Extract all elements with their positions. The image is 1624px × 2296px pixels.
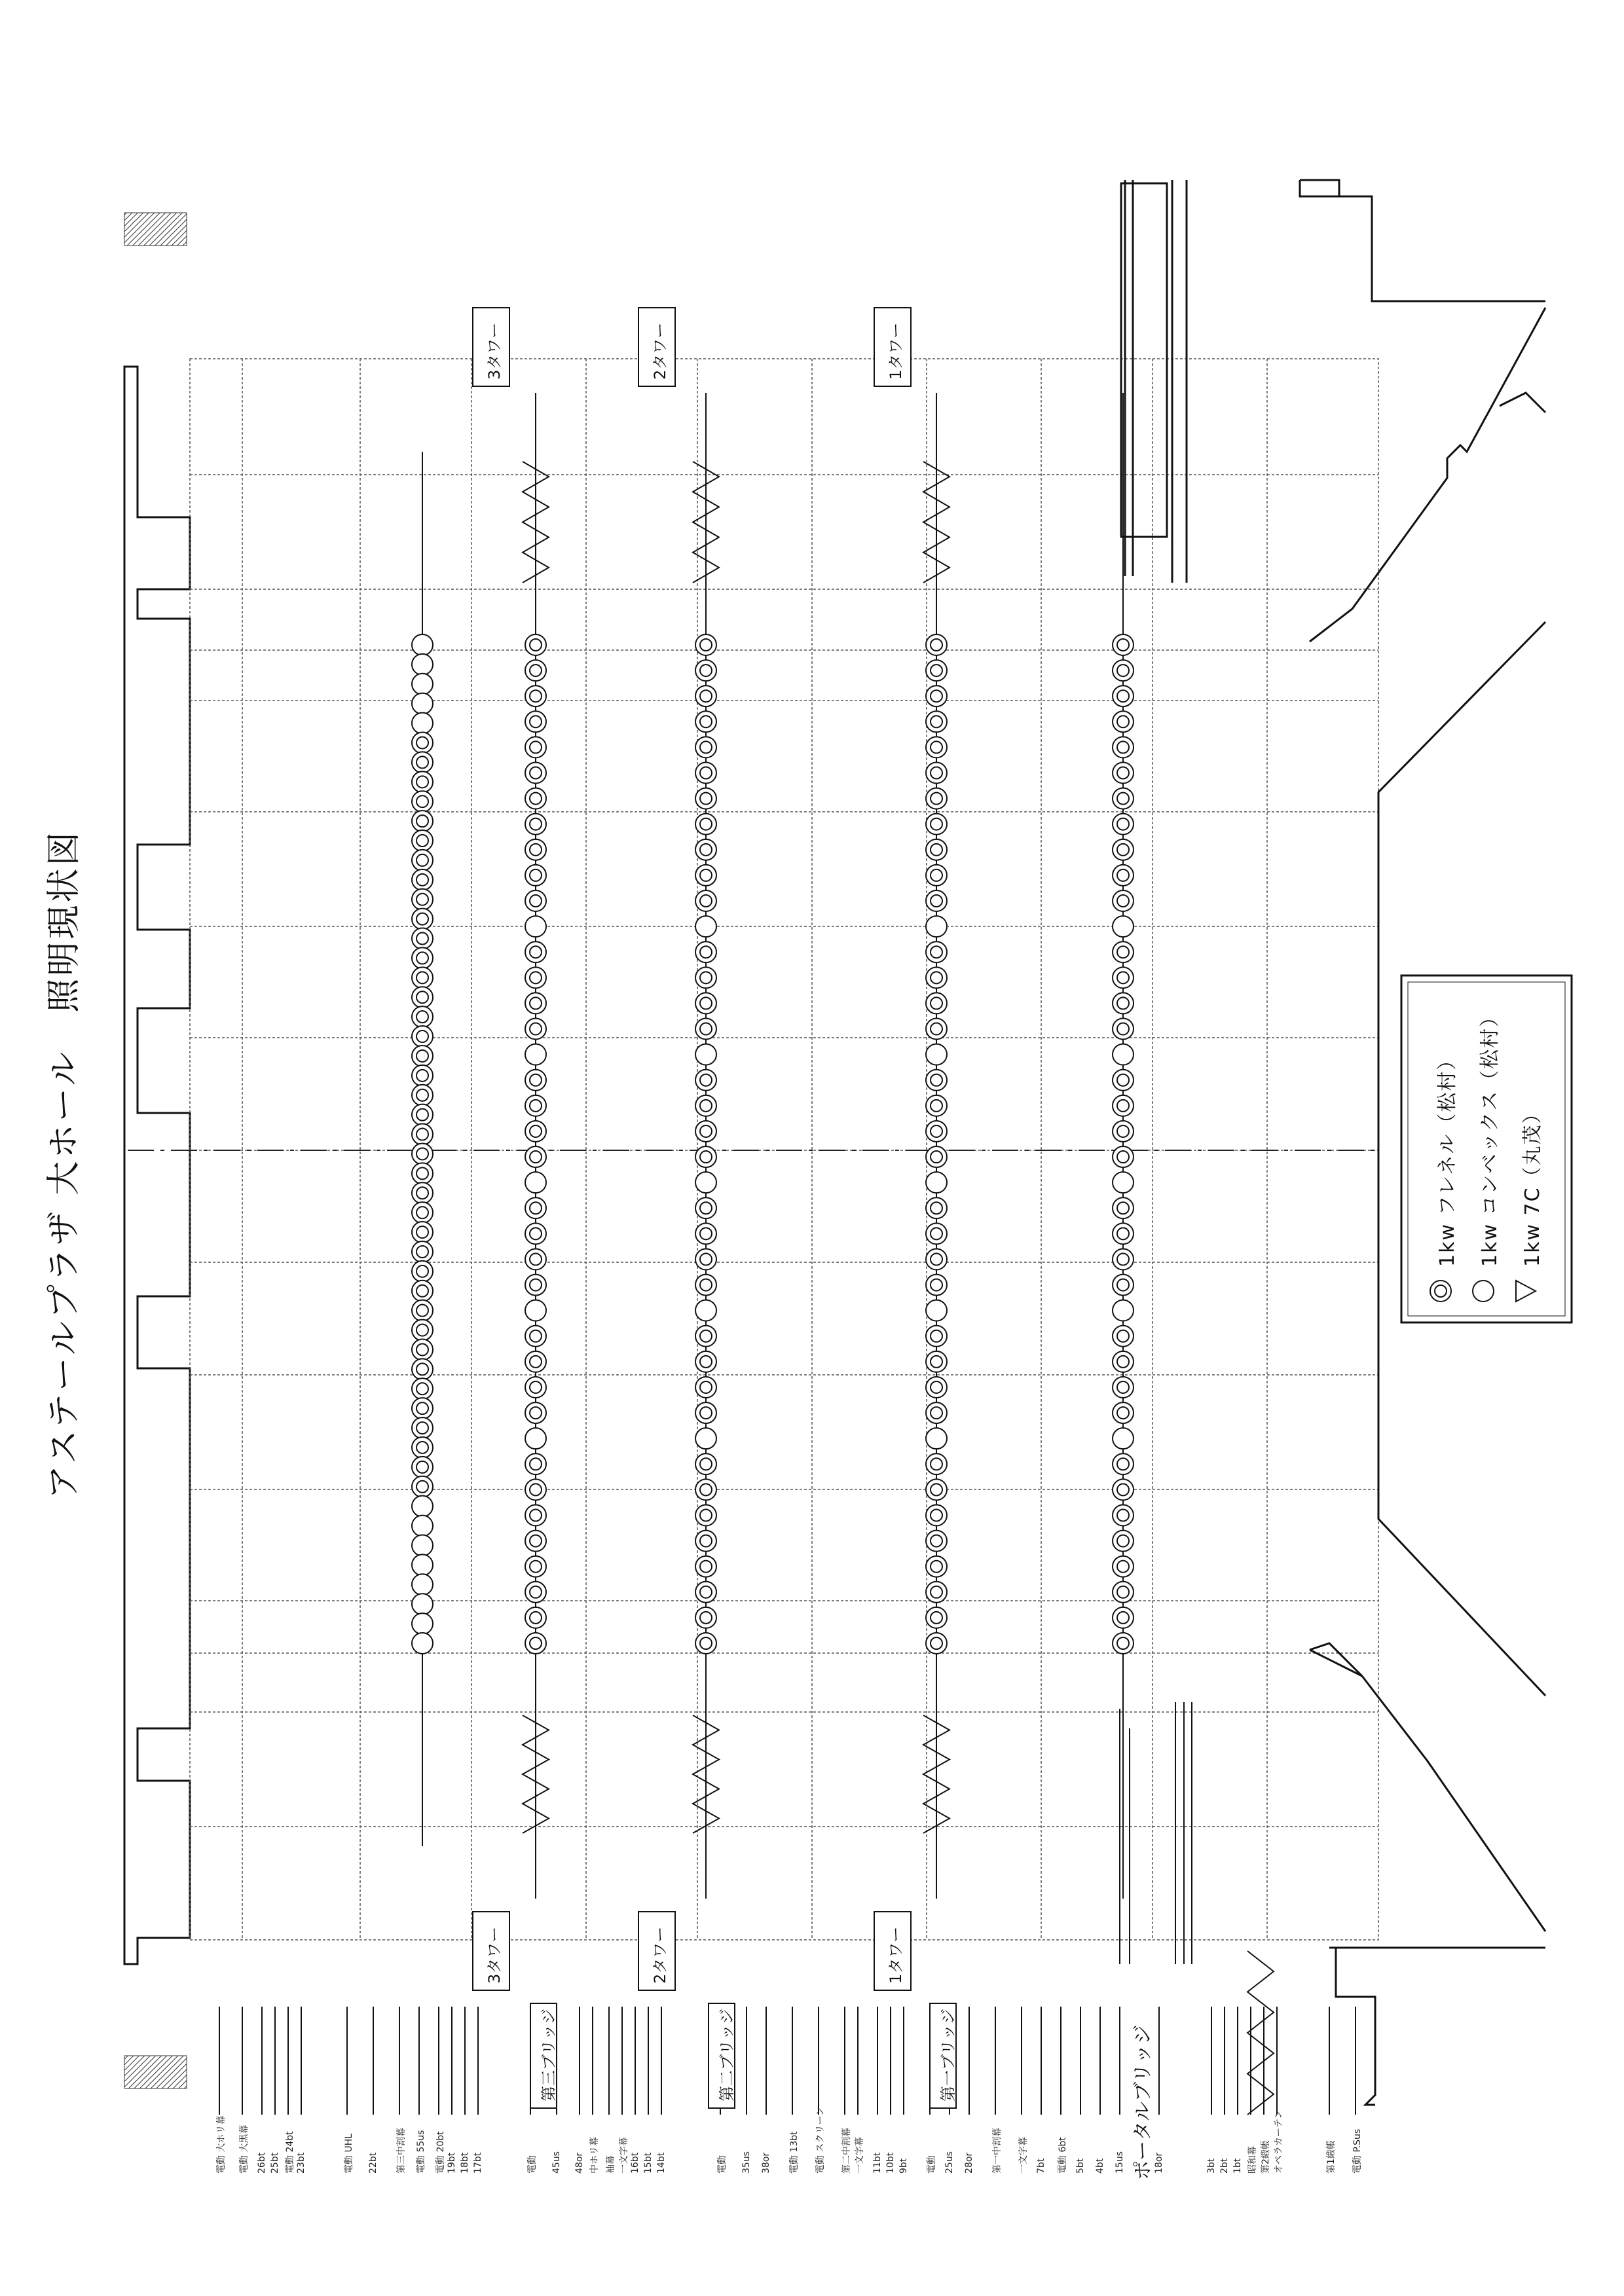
fixture-fresnel <box>1113 634 1134 655</box>
fixture-fresnel <box>695 634 716 655</box>
fixture-fresnel <box>695 1633 716 1654</box>
fixture-convex <box>525 1044 546 1065</box>
fixture-fresnel <box>412 889 433 910</box>
fixture-fresnel <box>412 1261 433 1282</box>
batten-label: 25us <box>944 2151 955 2174</box>
fixture-fresnel <box>695 814 716 835</box>
batten-label: 17bt <box>473 2152 483 2174</box>
fixture-convex <box>525 1428 546 1449</box>
fixture-fresnel <box>695 1197 716 1218</box>
fixture-fresnel <box>1113 1377 1134 1398</box>
fixture-fresnel <box>1113 788 1134 809</box>
fixture-fresnel <box>1113 1556 1134 1577</box>
fixture-fresnel <box>926 737 947 757</box>
fixture-fresnel <box>926 1402 947 1423</box>
fixture-fresnel <box>695 788 716 809</box>
batten-label: 11bt <box>872 2152 883 2174</box>
batten-label: 23bt <box>296 2152 306 2174</box>
tower-label-2-top: 2タワー <box>651 322 669 380</box>
fixture-fresnel <box>926 839 947 860</box>
fixture-convex <box>412 713 433 734</box>
fixture-fresnel <box>926 1479 947 1500</box>
fixture-fresnel <box>525 1070 546 1091</box>
fixture-fresnel <box>926 890 947 911</box>
stage-grid <box>190 359 1378 1940</box>
fixture-fresnel <box>926 1223 947 1244</box>
fixture-fresnel <box>412 733 433 754</box>
fixture-convex <box>926 916 947 937</box>
fixture-convex <box>525 1300 546 1321</box>
fixture-fresnel <box>695 967 716 988</box>
fixture-fresnel <box>695 839 716 860</box>
fixture-fresnel <box>695 1146 716 1167</box>
fixture-fresnel <box>1113 1095 1134 1116</box>
fixture-fresnel <box>412 1182 433 1203</box>
batten-label: 第2緞帳 <box>1261 2140 1271 2174</box>
page-title: アステールプラザ 大ホール 照明現状図 <box>45 829 84 1499</box>
fixture-fresnel <box>695 1504 716 1525</box>
batten-label: 19bt <box>447 2152 457 2174</box>
fixture-fresnel <box>412 1378 433 1399</box>
fixture-convex <box>926 1172 947 1193</box>
fixture-fresnel <box>695 763 716 784</box>
bridge-label-1: 第一ブリッジ <box>939 2008 957 2102</box>
fixture-fresnel <box>1113 660 1134 681</box>
fixture-fresnel <box>1113 1146 1134 1167</box>
fixture-fresnel <box>412 1300 433 1321</box>
fixture-fresnel <box>412 1222 433 1243</box>
fixture-fresnel <box>1113 941 1134 962</box>
fixture-fresnel <box>695 1607 716 1628</box>
fixture-fresnel <box>525 1351 546 1372</box>
fixture-fresnel <box>1113 993 1134 1013</box>
batten-label: 電動 55us <box>416 2130 426 2174</box>
fixture-fresnel <box>1113 814 1134 835</box>
batten-label: 電動 6bt <box>1058 2137 1068 2174</box>
fixture-fresnel <box>525 1453 546 1474</box>
fixture-fresnel <box>525 634 546 655</box>
fixture-fresnel <box>525 1479 546 1500</box>
batten-label: 電動 UHL <box>344 2133 354 2174</box>
fixture-fresnel <box>926 993 947 1013</box>
batten-label: 10bt <box>885 2152 896 2174</box>
fixture-convex <box>695 1172 716 1193</box>
batten-label: 28or <box>964 2152 974 2174</box>
batten-label: 22bt <box>368 2152 378 2174</box>
fixture-fresnel <box>926 1531 947 1552</box>
fixture-fresnel <box>1113 1351 1134 1372</box>
fixture-convex <box>1113 1300 1134 1321</box>
fixture-fresnel <box>926 1070 947 1091</box>
batten-label: 15bt <box>643 2152 654 2174</box>
fixture-convex <box>695 1428 716 1449</box>
fixture-fresnel <box>412 1104 433 1125</box>
fixture-fresnel <box>525 711 546 732</box>
fixture-fresnel <box>412 869 433 890</box>
fixture-fresnel <box>926 1556 947 1577</box>
fixture-fresnel <box>926 763 947 784</box>
fixture-convex <box>1113 1428 1134 1449</box>
fixture-fresnel <box>525 1531 546 1552</box>
bridge-label-2: 第二ブリッジ <box>718 2008 736 2102</box>
fixture-fresnel <box>926 634 947 655</box>
fixture-convex <box>926 1300 947 1321</box>
fixture-fresnel <box>1113 865 1134 886</box>
legend-label-convex: 1kw コンベックス（松村） <box>1479 1006 1502 1267</box>
fixture-convex <box>412 674 433 695</box>
fixture-fresnel <box>1113 1607 1134 1628</box>
registration-mark-top <box>124 213 187 246</box>
fixture-fresnel <box>695 660 716 681</box>
batten-label: 電動 13bt <box>789 2131 800 2174</box>
fixture-fresnel <box>926 1504 947 1525</box>
fixture-fresnel <box>1113 1019 1134 1040</box>
fixture-fresnel <box>525 1223 546 1244</box>
fixture-convex <box>1113 916 1134 937</box>
fixture-fresnel <box>525 1275 546 1296</box>
fixture-fresnel <box>525 763 546 784</box>
fixture-fresnel <box>412 830 433 851</box>
fixture-fresnel <box>1113 839 1134 860</box>
fixture-fresnel <box>926 1019 947 1040</box>
fixture-fresnel <box>695 865 716 886</box>
fixture-fresnel <box>695 737 716 757</box>
fixture-fresnel <box>695 993 716 1013</box>
batten-label: 一文字幕 <box>1018 2137 1029 2174</box>
batten-label: 電動 20bt <box>435 2131 446 2174</box>
fixture-fresnel <box>926 788 947 809</box>
batten-label: 中ホリ幕 <box>589 2137 600 2174</box>
fixture-fresnel <box>1113 890 1134 911</box>
fixture-fresnel <box>1113 1326 1134 1347</box>
fixture-convex <box>1113 1044 1134 1065</box>
batten-label: 15us <box>1115 2151 1125 2174</box>
batten-label: 電動 大ホリ幕 <box>216 2115 227 2174</box>
fixture-fresnel <box>412 1085 433 1106</box>
fixture-fresnel <box>926 1582 947 1603</box>
fixture-fresnel <box>926 1633 947 1654</box>
fixture-fresnel <box>926 685 947 706</box>
fixture-fresnel <box>1113 1504 1134 1525</box>
fixture-fresnel <box>525 1582 546 1603</box>
fixture-fresnel <box>412 771 433 792</box>
fixture-fresnel <box>695 1070 716 1091</box>
fixture-fresnel <box>695 1223 716 1244</box>
fixture-fresnel <box>1113 1121 1134 1142</box>
fixture-fresnel <box>926 1095 947 1116</box>
batten-label: 26bt <box>257 2152 267 2174</box>
fixture-fresnel <box>412 1476 433 1497</box>
batten-label: 35us <box>741 2151 752 2174</box>
fixture-fresnel <box>412 1281 433 1302</box>
batten-label: 第二中割幕 <box>841 2128 852 2174</box>
batten-label: 第三中割幕 <box>396 2128 407 2174</box>
fixture-fresnel <box>412 1026 433 1047</box>
fixture-fresnel <box>525 788 546 809</box>
legend-label-fresnel: 1kw フレネル（松村） <box>1436 1049 1459 1267</box>
batten-label: 45us <box>551 2151 562 2174</box>
fixture-fresnel <box>1113 1531 1134 1552</box>
fixture-fresnel <box>525 660 546 681</box>
batten-lines-layer <box>219 2007 1356 2115</box>
fixture-fresnel <box>926 1197 947 1218</box>
fixture-fresnel <box>695 1556 716 1577</box>
tower-label-1-bottom: 1タワー <box>887 1926 905 1984</box>
fixture-fresnel <box>1113 1453 1134 1474</box>
fixture-fresnel <box>525 1095 546 1116</box>
batten-label: 7bt <box>1036 2158 1046 2174</box>
fixture-convex <box>412 1516 433 1537</box>
registration-mark-bottom <box>124 2056 187 2088</box>
fixture-fresnel <box>926 814 947 835</box>
fixture-fresnel <box>412 909 433 930</box>
batten-label: 9bt <box>898 2158 909 2174</box>
fixture-fresnel <box>1113 1248 1134 1269</box>
fixture-fresnel <box>412 947 433 968</box>
legend-label-7c: 1kw 7C（丸茂） <box>1521 1102 1544 1267</box>
fixture-fresnel <box>412 791 433 812</box>
fixture-convex <box>412 1633 433 1654</box>
fixture-fresnel <box>412 1241 433 1262</box>
back-wall-outline <box>124 367 190 1964</box>
fixture-fresnel <box>926 660 947 681</box>
fixture-fresnel <box>695 1453 716 1474</box>
fixture-fresnel <box>695 685 716 706</box>
batten-label: 38or <box>761 2152 771 2174</box>
fixture-fresnel <box>695 1377 716 1398</box>
fixture-fresnel <box>412 1124 433 1145</box>
batten-label: 2bt <box>1219 2158 1230 2174</box>
batten-label: 48or <box>574 2152 585 2174</box>
fixture-fresnel <box>412 1437 433 1458</box>
fixture-fresnel <box>525 993 546 1013</box>
fixture-convex <box>926 1428 947 1449</box>
fixture-fresnel <box>525 1504 546 1525</box>
fixture-fresnel <box>695 1019 716 1040</box>
fixture-fresnel <box>525 1248 546 1269</box>
fixture-fresnel <box>525 967 546 988</box>
batten-label: 電動 スクリーン <box>815 2106 826 2174</box>
batten-label: 1bt <box>1232 2158 1243 2174</box>
fixture-fresnel <box>1113 1582 1134 1603</box>
fixture-fresnel <box>412 1046 433 1066</box>
fixture-fresnel <box>926 1607 947 1628</box>
bridge-label-3: 第三ブリッジ <box>540 2008 558 2102</box>
fixture-convex <box>412 1574 433 1595</box>
fixture-fresnel <box>1113 1479 1134 1500</box>
fixture-fresnel <box>412 1417 433 1438</box>
fixture-fresnel <box>412 1358 433 1379</box>
batten-label: 16bt <box>630 2152 640 2174</box>
batten-label: 3bt <box>1206 2158 1217 2174</box>
fixture-fresnel <box>412 1202 433 1223</box>
fixture-convex <box>525 916 546 937</box>
fixture-fresnel <box>695 1095 716 1116</box>
tower-label-1-top: 1タワー <box>887 322 905 380</box>
tower-label-2-bottom: 2タワー <box>651 1926 669 1984</box>
fixture-convex <box>926 1044 947 1065</box>
fixture-convex <box>412 634 433 655</box>
batten-label: 一文字幕 <box>855 2137 865 2174</box>
fixture-convex <box>412 693 433 714</box>
fixture-fresnel <box>525 1197 546 1218</box>
batten-label: 一文字幕 <box>619 2137 629 2174</box>
fixture-fresnel <box>1113 737 1134 757</box>
batten-label: 25bt <box>270 2152 280 2174</box>
batten-label: 昭和幕 <box>1247 2146 1258 2174</box>
batten-label: 電動 P.Sus <box>1352 2128 1363 2174</box>
fixture-convex <box>1113 1172 1134 1193</box>
batten-label: 第1緞帳 <box>1326 2140 1337 2174</box>
fixture-fresnel <box>412 811 433 831</box>
batten-label: 18bt <box>460 2152 470 2174</box>
fixture-fresnel <box>412 1163 433 1184</box>
bridge-label-portal: ポータルブリッジ <box>1132 2024 1154 2180</box>
fixture-fresnel <box>525 1146 546 1167</box>
fixture-fresnel <box>926 1351 947 1372</box>
fixture-convex <box>695 1300 716 1321</box>
fixture-fresnel <box>1113 1070 1134 1091</box>
fixture-fresnel <box>1113 1197 1134 1218</box>
fixture-convex <box>695 916 716 937</box>
fixture-fresnel <box>926 1377 947 1398</box>
fixture-fresnel <box>412 1065 433 1086</box>
fixture-fresnel <box>525 865 546 886</box>
fixture-fresnel <box>1113 1275 1134 1296</box>
fixture-fresnel <box>1113 685 1134 706</box>
fixture-convex <box>695 1044 716 1065</box>
fixture-fresnel <box>926 1248 947 1269</box>
fixture-fresnel <box>1113 967 1134 988</box>
batten-label: オペラカーテン <box>1274 2109 1284 2174</box>
batten-label: 4bt <box>1095 2158 1105 2174</box>
fixture-fresnel <box>525 1633 546 1654</box>
tower-label-3-bottom: 3タワー <box>485 1926 504 1984</box>
fixture-fresnel <box>1113 763 1134 784</box>
fixture-fresnel <box>525 941 546 962</box>
fixture-convex <box>412 1594 433 1614</box>
fixture-fresnel <box>926 941 947 962</box>
fixture-fresnel <box>926 967 947 988</box>
fixture-fresnel <box>695 1479 716 1500</box>
batten-label: 18or <box>1154 2152 1164 2174</box>
portal-bridge-lines <box>1120 1702 1192 1964</box>
fixture-convex <box>412 1554 433 1575</box>
batten-label: 袖幕 <box>606 2155 616 2174</box>
fixture-fresnel <box>525 1556 546 1577</box>
fixture-convex <box>412 1496 433 1517</box>
fixture-fresnel <box>695 1121 716 1142</box>
fixture-fresnel <box>926 865 947 886</box>
fixture-fresnel <box>695 1248 716 1269</box>
batten-label: 第一中割幕 <box>992 2128 1003 2174</box>
fixture-convex <box>412 654 433 675</box>
fixture-fresnel <box>525 1326 546 1347</box>
fixture-fresnel <box>695 941 716 962</box>
batten-label: 電動 大黒幕 <box>239 2124 249 2174</box>
fixture-convex <box>412 1535 433 1556</box>
fixture-fresnel <box>525 1607 546 1628</box>
fixture-fresnel <box>1113 1402 1134 1423</box>
fixture-fresnel <box>1113 711 1134 732</box>
fixture-fresnel <box>412 928 433 949</box>
fixture-fresnel <box>695 1531 716 1552</box>
batten-label: 14bt <box>656 2152 667 2174</box>
fixture-fresnel <box>926 711 947 732</box>
fixture-fresnel <box>412 752 433 773</box>
fixture-fresnel <box>412 1398 433 1419</box>
fixture-fresnel <box>412 1457 433 1478</box>
batten-label: 電動 <box>717 2155 728 2174</box>
fixture-fresnel <box>412 967 433 988</box>
fixture-fresnel <box>412 987 433 1008</box>
fixture-fresnel <box>695 1275 716 1296</box>
fixtures-layer <box>412 393 1274 2115</box>
fixture-fresnel <box>525 814 546 835</box>
fixture-fresnel <box>926 1121 947 1142</box>
fixture-fresnel <box>695 1326 716 1347</box>
batten-label: 電動 <box>527 2155 538 2174</box>
fixture-convex <box>525 1172 546 1193</box>
fixture-fresnel <box>695 890 716 911</box>
fixture-fresnel <box>926 1275 947 1296</box>
fixture-fresnel <box>695 1351 716 1372</box>
fixture-fresnel <box>926 1453 947 1474</box>
fixture-fresnel <box>412 850 433 871</box>
fixture-fresnel <box>412 1339 433 1360</box>
fixture-fresnel <box>926 1146 947 1167</box>
fixture-fresnel <box>695 1402 716 1423</box>
fixture-fresnel <box>525 1121 546 1142</box>
fixture-fresnel <box>412 1006 433 1027</box>
fixture-fresnel <box>695 1582 716 1603</box>
fixture-fresnel <box>926 1326 947 1347</box>
fixture-fresnel <box>525 1402 546 1423</box>
fixture-convex <box>412 1613 433 1634</box>
fixture-fresnel <box>525 1019 546 1040</box>
fixture-fresnel <box>525 839 546 860</box>
tower-label-3-top: 3タワー <box>485 322 504 380</box>
fixture-fresnel <box>525 737 546 757</box>
fixture-fresnel <box>1113 1223 1134 1244</box>
batten-label: 電動 <box>927 2155 937 2174</box>
fixture-fresnel <box>412 1320 433 1341</box>
fixture-fresnel <box>525 1377 546 1398</box>
fixture-fresnel <box>525 685 546 706</box>
fixture-fresnel <box>412 1143 433 1164</box>
fixture-fresnel <box>695 711 716 732</box>
batten-label: 5bt <box>1075 2158 1086 2174</box>
fixture-fresnel <box>525 890 546 911</box>
batten-label: 電動 24bt <box>285 2131 295 2174</box>
fixture-fresnel <box>1113 1633 1134 1654</box>
